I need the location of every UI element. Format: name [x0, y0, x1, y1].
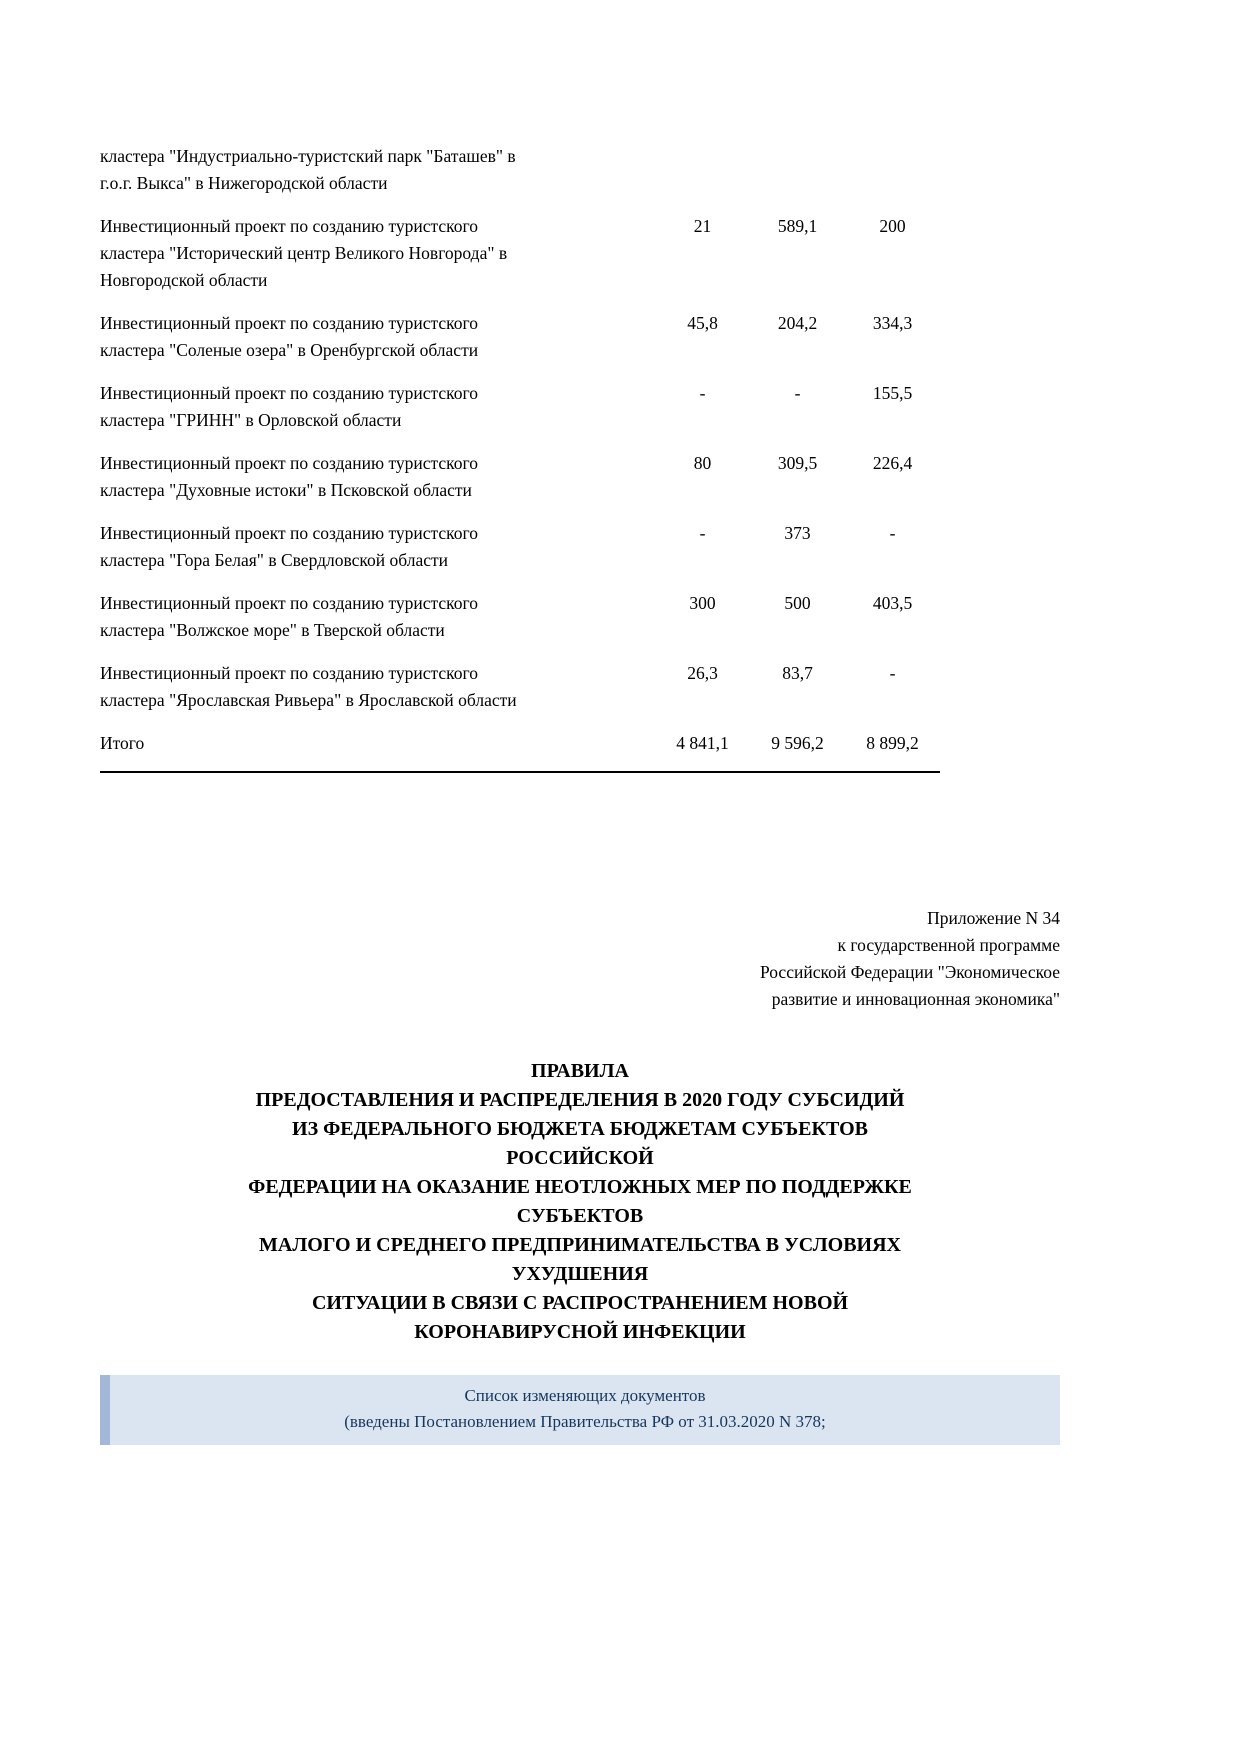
project-name-line: Инвестиционный проект по созданию туристского [100, 663, 478, 683]
value-cell-1: 45,8 [687, 313, 718, 333]
project-name-line: кластера "Гора Белая" в Свердловской области [100, 550, 449, 570]
project-name-cell [100, 660, 655, 730]
project-name-line: кластера "Соленые озера" в Оренбургской области [100, 340, 479, 360]
appendix-line: к государственной программе [837, 935, 1060, 955]
total-value-3: 8 899,2 [845, 730, 940, 772]
appendix-line: Приложение N 34 [927, 908, 1060, 928]
project-name-cell [100, 450, 655, 520]
project-name-line: г.о.г. Выкса" в Нижегородской области [100, 173, 388, 193]
value-cell-3: - [889, 523, 896, 543]
project-name-line: кластера "Индустриально-туристский парк "Баташев" в [100, 146, 516, 166]
value-cell-1: - [699, 523, 706, 543]
document-title-line: ИЗ ФЕДЕРАЛЬНОГО БЮДЖЕТА БЮДЖЕТАМ СУБЪЕКТОВ [292, 1118, 868, 1140]
value-cell-2: 500 [784, 593, 811, 613]
document-title-line: КОРОНАВИРУСНОЙ ИНФЕКЦИИ [414, 1321, 746, 1343]
value-cell-3: - [889, 663, 896, 683]
table-row [100, 310, 940, 380]
value-cell-1: 26,3 [687, 663, 718, 683]
table-row [100, 590, 940, 660]
document-title-line: ПРЕДОСТАВЛЕНИЯ И РАСПРЕДЕЛЕНИЯ В 2020 ГОДУ СУБСИДИЙ [255, 1089, 905, 1111]
project-name-line: кластера "Духовные истоки" в Псковской области [100, 480, 472, 500]
project-name-line: Инвестиционный проект по созданию туристского [100, 383, 478, 403]
total-label: Итого [100, 730, 655, 772]
document-title-line: МАЛОГО И СРЕДНЕГО ПРЕДПРИНИМАТЕЛЬСТВА В УСЛОВИЯХ [259, 1234, 901, 1256]
value-cell-3: 334,3 [872, 313, 913, 333]
project-name-line: Инвестиционный проект по созданию туристского [100, 453, 478, 473]
project-name-line: кластера "Ярославская Ривьера" в Ярославской области [100, 690, 517, 710]
document-title-line: ПРАВИЛА [531, 1060, 629, 1082]
appendix-line: развитие и инновационная экономика" [771, 989, 1060, 1009]
total-value-1: 4 841,1 [655, 730, 750, 772]
value-cell-2: - [794, 383, 801, 403]
value-cell-3: 155,5 [872, 383, 913, 403]
total-row [100, 730, 940, 772]
table-row [100, 520, 940, 590]
project-name-line: Новгородской области [100, 270, 268, 290]
project-name-cell [100, 520, 655, 590]
value-cell-3 [845, 143, 940, 213]
value-cell-1: 80 [693, 453, 712, 473]
value-cell-3: 403,5 [872, 593, 913, 613]
project-name-cell [100, 143, 655, 213]
value-cell-2: 204,2 [777, 313, 818, 333]
value-cell-2: 83,7 [782, 663, 813, 683]
project-name-cell [100, 380, 655, 450]
value-cell-2: 309,5 [777, 453, 818, 473]
value-cell-1 [655, 143, 750, 213]
document-title [100, 1057, 1060, 1347]
project-name-cell [100, 213, 655, 310]
document-title-line: РОССИЙСКОЙ [506, 1147, 654, 1169]
project-name-line: Инвестиционный проект по созданию туристского [100, 593, 478, 613]
value-cell-1: 21 [693, 216, 712, 236]
document-title-line: СУБЪЕКТОВ [516, 1205, 644, 1227]
project-name-line: кластера "Волжское море" в Тверской области [100, 620, 445, 640]
projects-table [100, 143, 940, 773]
note-line: Список изменяющих документов [464, 1386, 706, 1405]
value-cell-2: 373 [784, 523, 811, 543]
project-name-cell [100, 590, 655, 660]
note-line: (введены Постановлением Правительства РФ от 31.03.2020 N 378; [344, 1412, 826, 1431]
project-name-line: кластера "ГРИНН" в Орловской области [100, 410, 402, 430]
appendix-reference [100, 905, 1060, 1013]
project-name-line: Инвестиционный проект по созданию туристского [100, 216, 478, 236]
project-name-line: Инвестиционный проект по созданию туристского [100, 523, 478, 543]
amendments-note [100, 1375, 1060, 1445]
table-row [100, 213, 940, 310]
value-cell-1: 300 [689, 593, 716, 613]
document-title-line: УХУДШЕНИЯ [511, 1263, 649, 1285]
appendix-line: Российской Федерации "Экономическое [759, 962, 1060, 982]
document-title-line: ФЕДЕРАЦИИ НА ОКАЗАНИЕ НЕОТЛОЖНЫХ МЕР ПО ПОДДЕРЖКЕ [248, 1176, 912, 1198]
project-name-cell [100, 310, 655, 380]
project-name-line: Инвестиционный проект по созданию туристского [100, 313, 478, 333]
table-row [100, 660, 940, 730]
value-cell-3: 200 [879, 216, 906, 236]
value-cell-1: - [699, 383, 706, 403]
value-cell-2 [750, 143, 845, 213]
project-name-line: кластера "Исторический центр Великого Новгорода" в [100, 243, 508, 263]
document-title-line: СИТУАЦИИ В СВЯЗИ С РАСПРОСТРАНЕНИЕМ НОВОЙ [311, 1292, 849, 1314]
value-cell-3: 226,4 [872, 453, 913, 473]
table-row [100, 450, 940, 520]
value-cell-2: 589,1 [777, 216, 818, 236]
total-value-2: 9 596,2 [750, 730, 845, 772]
table-row [100, 380, 940, 450]
table-row-continuation [100, 143, 940, 213]
